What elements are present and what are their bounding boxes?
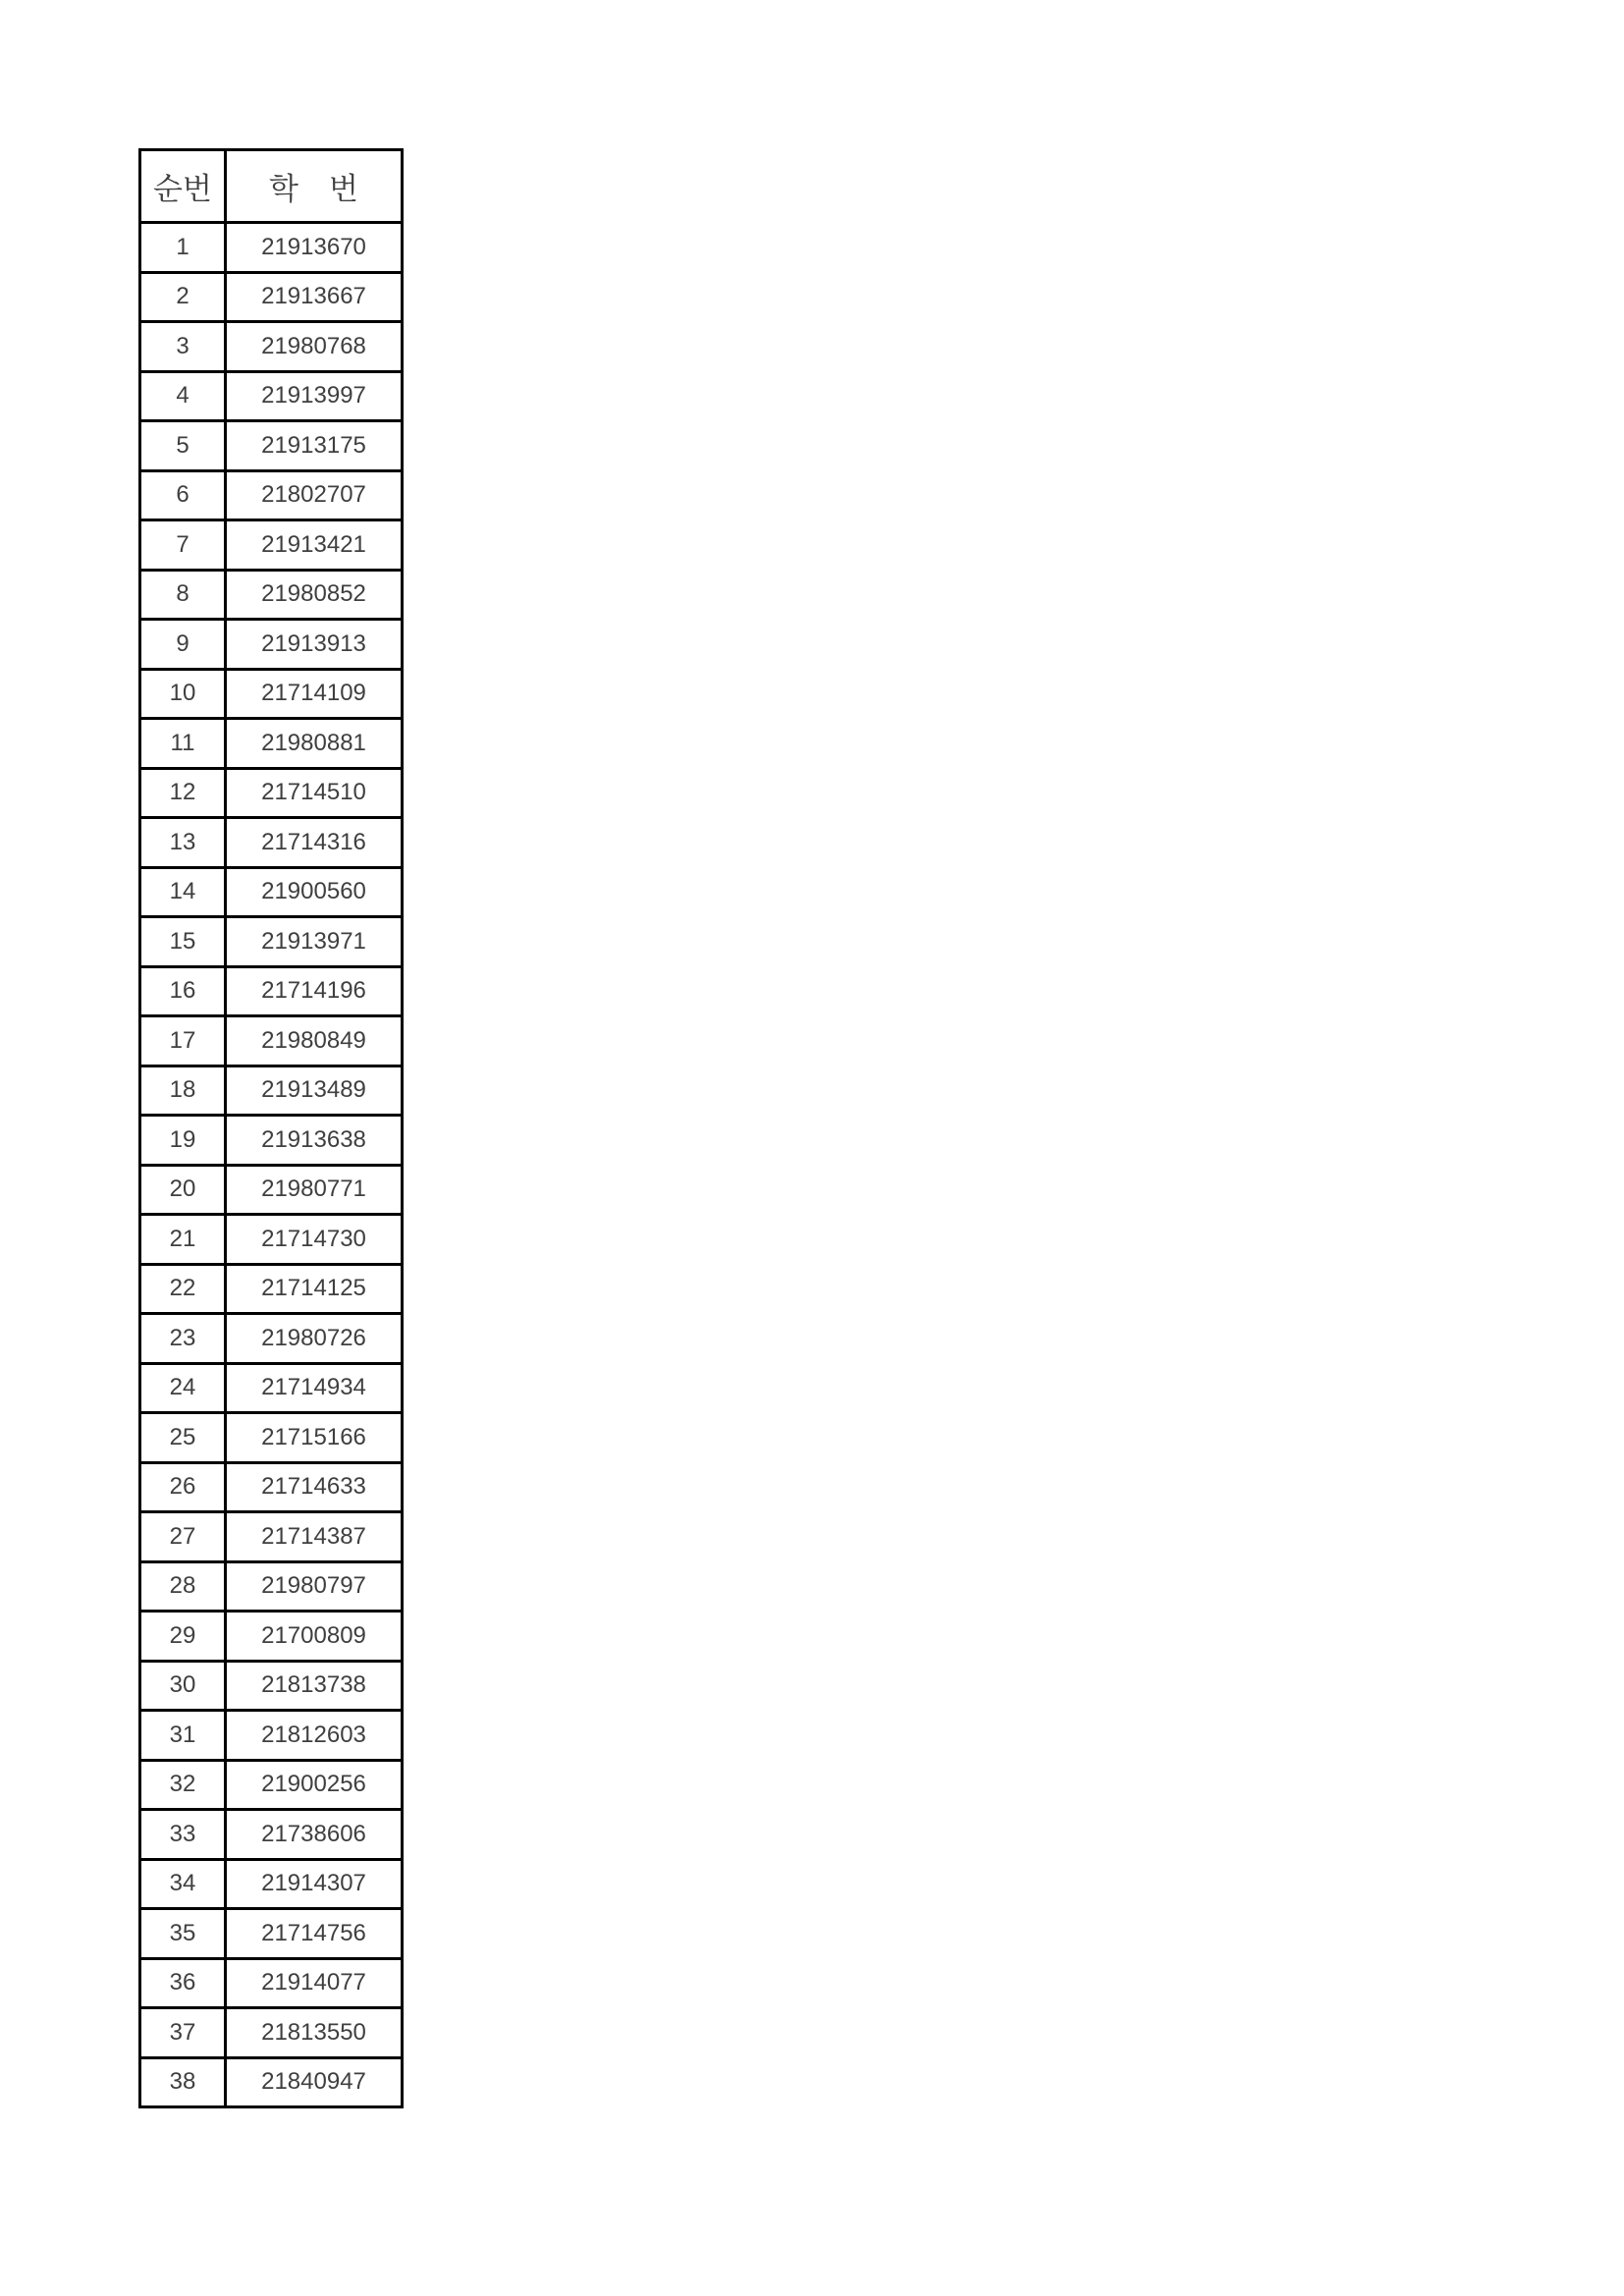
seq-cell: 14 [140, 867, 226, 917]
student-id-cell: 21840947 [226, 2057, 403, 2107]
student-number-table [138, 148, 404, 2108]
student-id-cell: 21980852 [226, 570, 403, 620]
table-row [140, 223, 403, 273]
table-body [140, 223, 403, 2107]
header-row [140, 150, 403, 223]
seq-cell: 36 [140, 1958, 226, 2008]
seq-cell: 1 [140, 223, 226, 273]
table-row [140, 520, 403, 571]
student-id-cell: 21913489 [226, 1066, 403, 1116]
seq-cell: 7 [140, 520, 226, 571]
student-id-cell: 21913667 [226, 272, 403, 322]
seq-cell: 19 [140, 1116, 226, 1166]
table-row [140, 1116, 403, 1166]
student-id-cell: 21980881 [226, 719, 403, 769]
student-id-cell: 21913997 [226, 371, 403, 421]
table-row [140, 1462, 403, 1512]
seq-cell: 20 [140, 1165, 226, 1215]
table-row [140, 1958, 403, 2008]
table-row [140, 966, 403, 1016]
seq-cell: 26 [140, 1462, 226, 1512]
seq-cell: 33 [140, 1810, 226, 1860]
seq-cell: 30 [140, 1661, 226, 1711]
table-row [140, 1165, 403, 1215]
seq-cell: 8 [140, 570, 226, 620]
seq-cell: 35 [140, 1909, 226, 1959]
student-id-cell: 21813550 [226, 2008, 403, 2058]
table-row [140, 2057, 403, 2107]
table-row [140, 1612, 403, 1662]
seq-cell: 31 [140, 1711, 226, 1761]
seq-cell: 16 [140, 966, 226, 1016]
table-row [140, 719, 403, 769]
student-id-cell: 21980726 [226, 1314, 403, 1364]
student-id-cell: 21714633 [226, 1462, 403, 1512]
table-row [140, 1810, 403, 1860]
student-id-cell: 21980771 [226, 1165, 403, 1215]
table-row [140, 1363, 403, 1413]
table-row [140, 867, 403, 917]
table-row [140, 1859, 403, 1909]
seq-cell: 21 [140, 1215, 226, 1265]
table-row [140, 470, 403, 520]
student-id-cell: 21913421 [226, 520, 403, 571]
student-id-cell: 21714510 [226, 768, 403, 818]
student-id-cell: 21980849 [226, 1016, 403, 1066]
table-row [140, 1066, 403, 1116]
table-row [140, 620, 403, 670]
table-row [140, 272, 403, 322]
student-id-cell: 21913638 [226, 1116, 403, 1166]
seq-cell: 15 [140, 917, 226, 967]
student-id-cell: 21900560 [226, 867, 403, 917]
seq-cell: 32 [140, 1760, 226, 1810]
table-header [140, 150, 403, 223]
student-id-cell: 21714196 [226, 966, 403, 1016]
table-row [140, 1413, 403, 1463]
table-row [140, 1016, 403, 1066]
table-row [140, 371, 403, 421]
seq-cell: 10 [140, 669, 226, 719]
student-id-cell: 21714730 [226, 1215, 403, 1265]
student-id-cell: 21980797 [226, 1561, 403, 1612]
table-row [140, 1314, 403, 1364]
student-id-cell: 21813738 [226, 1661, 403, 1711]
seq-cell: 23 [140, 1314, 226, 1364]
table-row [140, 1561, 403, 1612]
student-id-cell: 21700809 [226, 1612, 403, 1662]
table-row [140, 1264, 403, 1314]
seq-cell: 6 [140, 470, 226, 520]
table-row [140, 1215, 403, 1265]
seq-cell: 27 [140, 1512, 226, 1562]
seq-cell: 22 [140, 1264, 226, 1314]
student-id-cell: 21980768 [226, 322, 403, 372]
student-id-cell: 21914077 [226, 1958, 403, 2008]
student-id-cell: 21738606 [226, 1810, 403, 1860]
student-id-cell: 21812603 [226, 1711, 403, 1761]
seq-cell: 2 [140, 272, 226, 322]
student-id-cell: 21802707 [226, 470, 403, 520]
seq-cell: 28 [140, 1561, 226, 1612]
seq-cell: 29 [140, 1612, 226, 1662]
student-id-cell: 21913670 [226, 223, 403, 273]
table-row [140, 1711, 403, 1761]
student-id-cell: 21714125 [226, 1264, 403, 1314]
table-row [140, 2008, 403, 2058]
col-header-student-id: 학 번 [226, 150, 403, 223]
seq-cell: 13 [140, 818, 226, 868]
seq-cell: 3 [140, 322, 226, 372]
table-row [140, 1909, 403, 1959]
table-row [140, 669, 403, 719]
table-row [140, 1760, 403, 1810]
seq-cell: 18 [140, 1066, 226, 1116]
student-id-cell: 21913913 [226, 620, 403, 670]
table-row [140, 421, 403, 471]
student-id-cell: 21714934 [226, 1363, 403, 1413]
seq-cell: 17 [140, 1016, 226, 1066]
table-row [140, 818, 403, 868]
seq-cell: 12 [140, 768, 226, 818]
table-row [140, 570, 403, 620]
seq-cell: 34 [140, 1859, 226, 1909]
student-id-cell: 21714387 [226, 1512, 403, 1562]
seq-cell: 38 [140, 2057, 226, 2107]
student-id-cell: 21714756 [226, 1909, 403, 1959]
col-header-seq: 순번 [140, 150, 226, 223]
student-id-cell: 21714109 [226, 669, 403, 719]
seq-cell: 9 [140, 620, 226, 670]
table-row [140, 322, 403, 372]
student-id-cell: 21714316 [226, 818, 403, 868]
seq-cell: 24 [140, 1363, 226, 1413]
table-row [140, 1512, 403, 1562]
seq-cell: 4 [140, 371, 226, 421]
table-row [140, 917, 403, 967]
seq-cell: 5 [140, 421, 226, 471]
seq-cell: 25 [140, 1413, 226, 1463]
student-id-cell: 21900256 [226, 1760, 403, 1810]
student-id-cell: 21913971 [226, 917, 403, 967]
student-id-cell: 21913175 [226, 421, 403, 471]
student-id-cell: 21914307 [226, 1859, 403, 1909]
table-row [140, 768, 403, 818]
seq-cell: 37 [140, 2008, 226, 2058]
seq-cell: 11 [140, 719, 226, 769]
table-row [140, 1661, 403, 1711]
student-id-cell: 21715166 [226, 1413, 403, 1463]
